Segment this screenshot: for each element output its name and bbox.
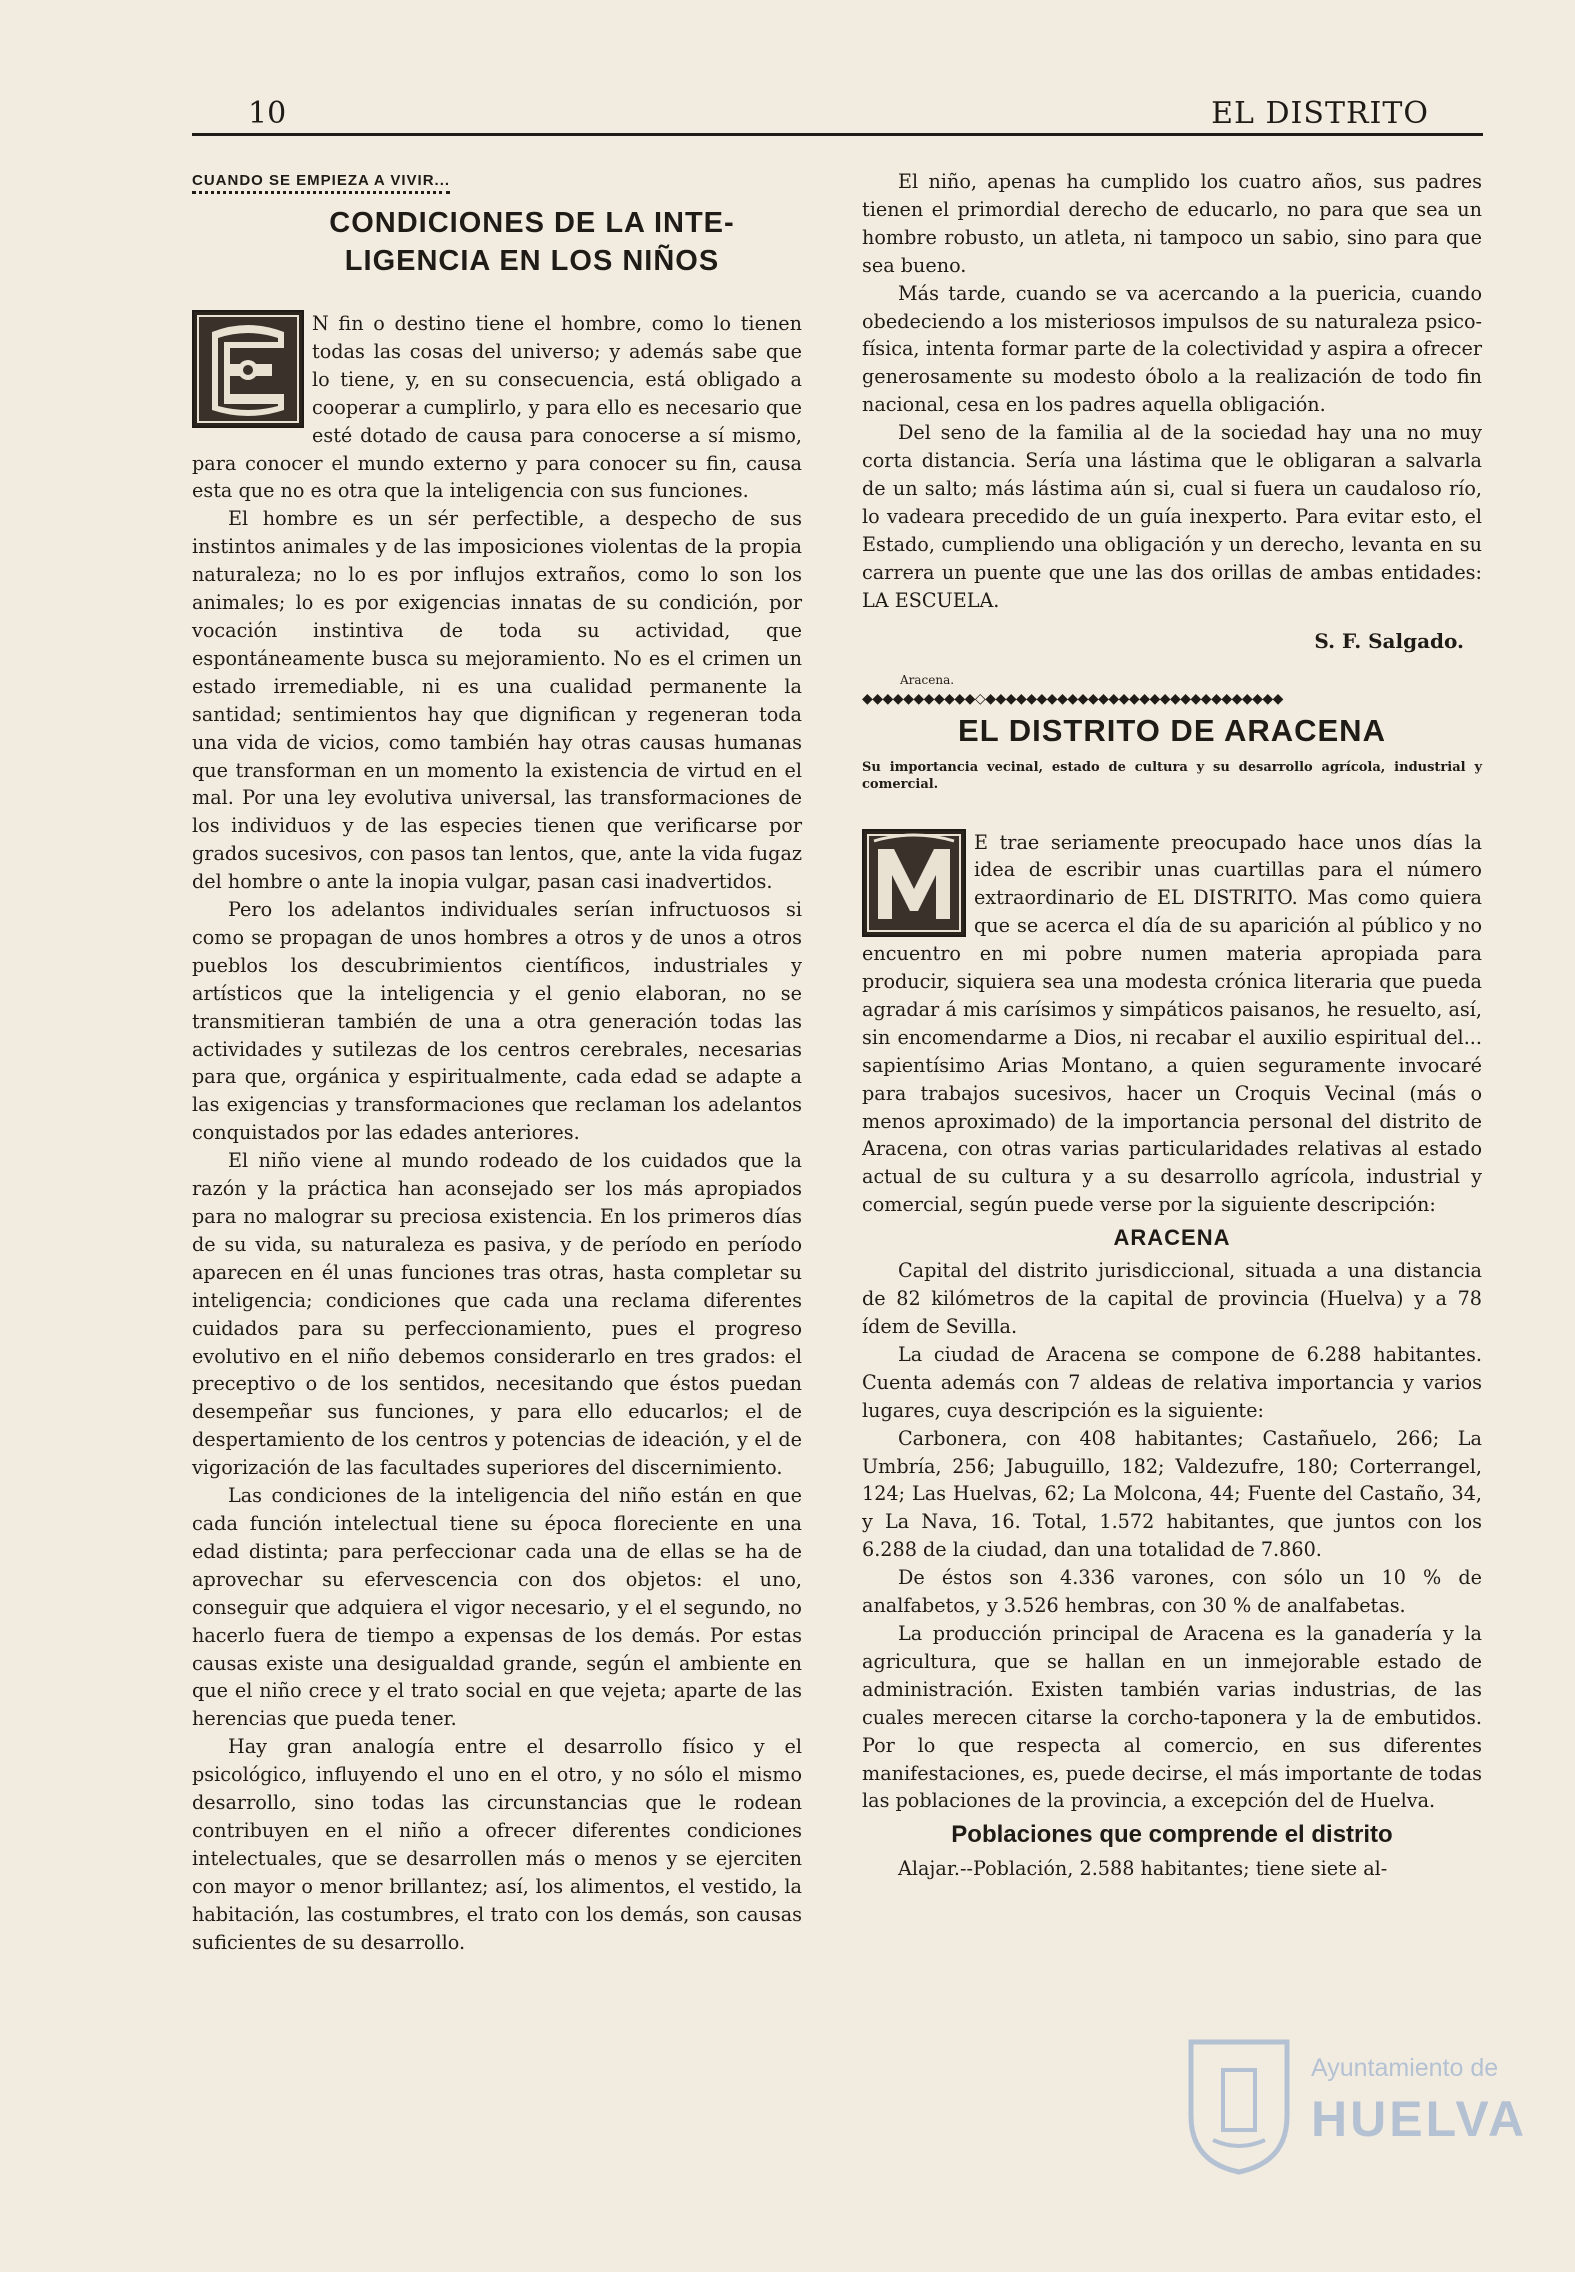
running-head: EL DISTRITO <box>1211 96 1429 131</box>
section-heading-aracena: ARACENA <box>1113 1225 1231 1251</box>
city-shield-icon <box>1183 2036 1295 2176</box>
dropcap-ornament-icon <box>194 312 302 426</box>
article2-paragraph-1: Capital del distrito jurisdiccional, situada a una distancia de 82 kilómetros de la capital de provincia (Huelva) y a 78 ídem de Sevilla. <box>862 1259 1482 1338</box>
ornamental-rule: ◆◆◆◆◆◆◆◆◆◆◆◇◆◆◆◆◆◆◆◆◆◆◆◆◆◆◆◆◆◆◆◆◆◆◆◆◆◆◆◆◆ <box>862 690 1283 707</box>
article2-paragraph-4: De éstos son 4.336 varones, con sólo un 10 % de analfabetos, y 3.526 hembras, con 30 % de analfabetas. <box>862 1566 1482 1618</box>
paragraph-4: El niño viene al mundo rodeado de los cuidados que la razón y la práctica han aconsejado ser los más apropiados para no malograr su preciosa existencia. En los primeros días de su vida, su naturaleza es pasiva, y de período en período aparecen en él unas funciones tras otras, hasta completar su inteligencia; condiciones que cada una reclama diferentes cuidados para su perfeccionamiento, pues el progreso evolutivo en el niño debemos considerarlo en tres grados: el preceptivo o de los sentidos, necesitando que éstos puedan desempeñar sus funciones, y para ello educarlos; el de despertamiento de los centros y potencias de ideación, y el de vigorización de las facultades superiores del discernimiento. <box>192 1149 802 1480</box>
article2-intro <box>862 829 1482 1220</box>
article2-paragraph-intro: E trae seriamente preocupado hace unos días la idea de escribir unas cuartillas para el número extraordinario de EL DISTRITO. Mas como quiera que se acerca el día de su aparición al público y no encuentro en mi pobre numen materia apropiada para producir, siquiera sea una modesta crónica literaria que pueda agradar á mis carísimos y simpáticos paisanos, he resuelto, así, sin encomendarme a Dios, ni recabar el auxilio espiritual del... sapientísimo Arias Montano, a quien seguramente invocaré para trabajos sucesivos, hacer un Croquis Vecinal (más o menos aproximado) de la importancia personal del distrito de Aracena, con otras varias particularidades relativas al estado actual de su cultura y a su desarrollo agrícola, industrial y comercial, según puede verse por la siguiente descripción: <box>862 830 1482 1217</box>
paragraph-7: El niño, apenas ha cumplido los cuatro años, sus padres tienen el primordial derecho de educarlo, no para que sea un hombre robusto, un atleta, ni tampoco un sabio, sino para que sea bueno. <box>862 170 1482 277</box>
article2-title: EL DISTRITO DE ARACENA <box>958 712 1386 748</box>
watermark-line2: HUELVA <box>1311 2091 1528 2147</box>
paragraph-5: Las condiciones de la inteligencia del niño están en que cada función intelectual tiene su época floreciente en una edad distinta; para perfeccionar cada una de ellas se ha de aprovechar su efervescencia con dos objetos: el uno, conseguir que adquiera el vigor necesario, y el el segundo, no hacerlo fuera de tiempo a expensas de los demás. Por estas causas existe una desigualdad grande, según el ambiente en que el niño crece y el trato social en que vejeta; aparte de las herencias que pueda tener. <box>192 1484 802 1731</box>
huelva-watermark <box>1183 2036 1528 2176</box>
article2-subtitle: Su importancia vecinal, estado de cultura y su desarrollo agrícola, industrial y comercial. <box>862 759 1482 792</box>
paragraph-9: Del seno de la familia al de la sociedad hay una no muy corta distancia. Sería una lástima que le obligaran a salvarla de un salto; más lástima aún si, cual si fuera un caudaloso río, lo vadeara precedido de un guía inexperto. Para evitar esto, el Estado, cumpliendo una obligación y un derecho, levanta en su carrera un puente que une las dos orillas de ambas entidades: LA ESCUELA. <box>862 421 1482 612</box>
article2-paragraph-5: La producción principal de Aracena es la ganadería y la agricultura, que se hallan en un inmejorable estado de administración. Existen también varias industrias, de las cuales merecen citarse la corcho-taponera y la de embutidos. Por lo que respecta al comercio, en sus diferentes manifestaciones, es, puede decirse, el más importante de todas las poblaciones de la provincia, a excepción del de Huelva. <box>862 1621 1482 1813</box>
paragraph-1: N fin o destino tiene el hombre, como lo tienen todas las cosas del universo; y además sabe que lo tiene, y, en su consecuencia, está obligado a cooperar a cumplirlo, y para ello es necesario que esté dotado de causa para conocerse a sí mismo, para conocer el mundo externo y para conocer su fin, causa esta que no es otra que la inteligencia con sus funciones. <box>192 312 802 503</box>
article-title: CONDICIONES DE LA INTE-LIGENCIA EN LOS NIÑOS <box>329 207 735 277</box>
paragraph-6: Hay gran analogía entre el desarrollo físico y el psicológico, influyendo el uno en el otro, y no sólo el mismo desarrollo, sino todas las circunstancias que le rodean contribuyen en el niño a ofrecer diferentes condiciones intelectuales, que se desarrollen más o menos y se ejerciten con mayor o menor brillantez; así, los alimentos, el vestido, la habitación, las costumbres, el trato con los demás, son causas suficientes de su desarrollo. <box>192 1735 802 1954</box>
left-column <box>192 168 802 1956</box>
article-body <box>192 310 802 505</box>
article2-paragraph-3: Carbonera, con 408 habitantes; Castañuelo, 266; La Umbría, 256; Jabuguillo, 182; Valdezufre, 180; Corterrangel, 124; Las Huelvas, 62; La Molcona, 44; Fuente del Castaño, 34, y La Nava, 16. Total, 1.572 habitantes, que juntos con los 6.288 de la ciudad, dan una totalidad de 7.860. <box>862 1426 1482 1562</box>
page-number: 10 <box>248 96 287 131</box>
article2-last-line: Alajar.--Población, 2.588 habitantes; tiene siete al- <box>898 1857 1388 1881</box>
ornamental-dropcap-m <box>862 829 966 937</box>
article-kicker: CUANDO SE EMPIEZA A VIVIR... <box>192 172 450 194</box>
article2-paragraph-2: La ciudad de Aracena se compone de 6.288 habitantes. Cuenta además con 7 aldeas de relativa importancia y varios lugares, cuya descripción es la siguiente: <box>862 1342 1482 1422</box>
paragraph-2: El hombre es un sér perfectible, a despecho de sus instintos animales y de las imposiciones violentas de la propia naturaleza; no lo es por influjos extraños, como lo son los animales; lo es por exigencias innatas de su condición, por vocación instintiva de toda su actividad, que espontáneamente busca su mejoramiento. No es el crimen un estado irremediable, ni es una cualidad permanente la santidad; sentimientos hay que dignifican y regeneran toda una vida de vicios, como también hay otras causas humanas que transforman en un momento la existencia de virtud en el mal. Por una ley evolutiva universal, las transformaciones de los individuos y de las especies tienen que verificarse por grados sucesivos, con pasos tan lentos, que, ante la vida fugaz del hombre o ante la inopia vulgar, pasan casi inadvertidos. <box>192 507 802 894</box>
paragraph-3: Pero los adelantos individuales serían infructuosos si como se propagan de unos hombres a otros y de unos a otros pueblos los descubrimientos científicos, industriales y artísticos que la inteligencia y el genio elaboran, no se transmitieran también de una a otra generación todas las actividades y sutilezas de los centros cerebrales, necesarias para que, orgánica y espiritualmente, cada edad se adapte a las exigencias y transformaciones que reclaman los adelantos conquistados por las edades anteriores. <box>192 898 802 1145</box>
author-signature: S. F. Salgado. <box>1314 628 1464 653</box>
paragraph-8: Más tarde, cuando se va acercando a la puericia, cuando obedeciendo a los misteriosos impulsos de su naturaleza psico-física, intenta formar parte de la colectividad y aspira a ofrecer generosamente su modesto óbolo a la realización de todo fin nacional, cesa en los padres aquella obligación. <box>862 281 1482 417</box>
section-heading-poblaciones: Poblaciones que comprende el distrito <box>951 1821 1393 1849</box>
right-column <box>862 168 1482 1883</box>
dropcap-ornament-icon <box>864 831 964 935</box>
header-rule <box>192 133 1483 136</box>
watermark-line1: Ayuntamiento de <box>1311 2054 1499 2082</box>
dateline: Aracena. <box>900 672 955 687</box>
ornamental-dropcap-e <box>192 310 304 428</box>
